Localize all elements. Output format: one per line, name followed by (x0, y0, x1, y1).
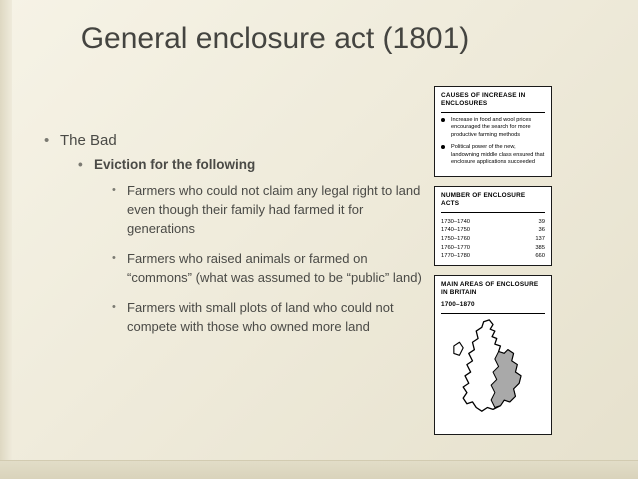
acts-count: 137 (535, 235, 545, 242)
enclosure-acts-table (441, 217, 545, 260)
list-item (112, 298, 424, 336)
list-item (112, 181, 424, 238)
cause-item-text: Increase in food and wool prices encouraged the search for more productive farming methods (451, 117, 532, 138)
bullet-label-level3: Farmers who could not claim any legal right to land even though their family had farmed it for generations (127, 183, 421, 236)
divider (441, 212, 545, 213)
divider (441, 112, 545, 113)
table-row (441, 243, 545, 252)
bullet-square-icon (441, 118, 445, 122)
bullet-icon: • (112, 252, 116, 264)
bullet-label-level2: Eviction for the following (94, 157, 256, 172)
bullet-icon: • (112, 184, 116, 196)
acts-count: 660 (535, 253, 545, 260)
enclosure-map-figure (434, 275, 552, 435)
figure-column (434, 86, 552, 435)
page-title: General enclosure act (1801) (80, 22, 470, 55)
table-row (441, 217, 545, 226)
causes-figure-title: CAUSES OF INCREASE IN ENCLOSURES (441, 92, 526, 107)
map-figure-title-line2: 1700–1870 (441, 301, 475, 309)
cause-item (441, 144, 545, 166)
acts-period: 1760–1770 (441, 244, 471, 251)
divider (441, 313, 545, 314)
bullet-list-level1 (44, 130, 424, 336)
enclosure-acts-figure (434, 186, 552, 266)
bullet-list-level3 (94, 181, 424, 336)
acts-count: 385 (535, 244, 545, 251)
slide-body (44, 130, 424, 347)
causes-of-increase-figure (434, 86, 552, 177)
acts-count: 36 (538, 227, 545, 234)
list-item (112, 249, 424, 287)
acts-period: 1730–1740 (441, 218, 471, 225)
table-row (441, 226, 545, 235)
bullet-list-level2 (60, 155, 424, 336)
table-row (441, 235, 545, 244)
acts-figure-title: NUMBER OF ENCLOSURE ACTS (441, 192, 526, 208)
bullet-label-level1: The Bad (60, 132, 117, 149)
cause-item (441, 117, 545, 139)
bullet-icon: • (112, 301, 116, 313)
bullet-icon: • (78, 157, 83, 172)
bullet-label-level3: Farmers who raised animals or farmed on “commons” (what was assumed to be “public” land) (127, 251, 422, 285)
cause-item-text: Political power of the new, landowning middle class ensured that enclosure applications succeeded (451, 144, 545, 166)
acts-count: 39 (538, 218, 545, 225)
slide-bottom-decor-band (0, 460, 638, 479)
list-item (78, 155, 424, 336)
bullet-icon: • (44, 132, 50, 149)
acts-period: 1750–1760 (441, 235, 471, 242)
list-item (44, 130, 424, 336)
map-figure-title-line1: MAIN AREAS OF ENCLOSURE IN BRITAIN (441, 281, 539, 297)
bullet-square-icon (441, 145, 445, 149)
britain-map-icon (441, 318, 545, 428)
table-row (441, 252, 545, 261)
slide-left-decor-band (0, 0, 12, 479)
bullet-label-level3: Farmers with small plots of land who could not compete with those who owned more land (127, 300, 394, 334)
acts-period: 1740–1750 (441, 227, 471, 234)
acts-period: 1770–1780 (441, 253, 471, 260)
